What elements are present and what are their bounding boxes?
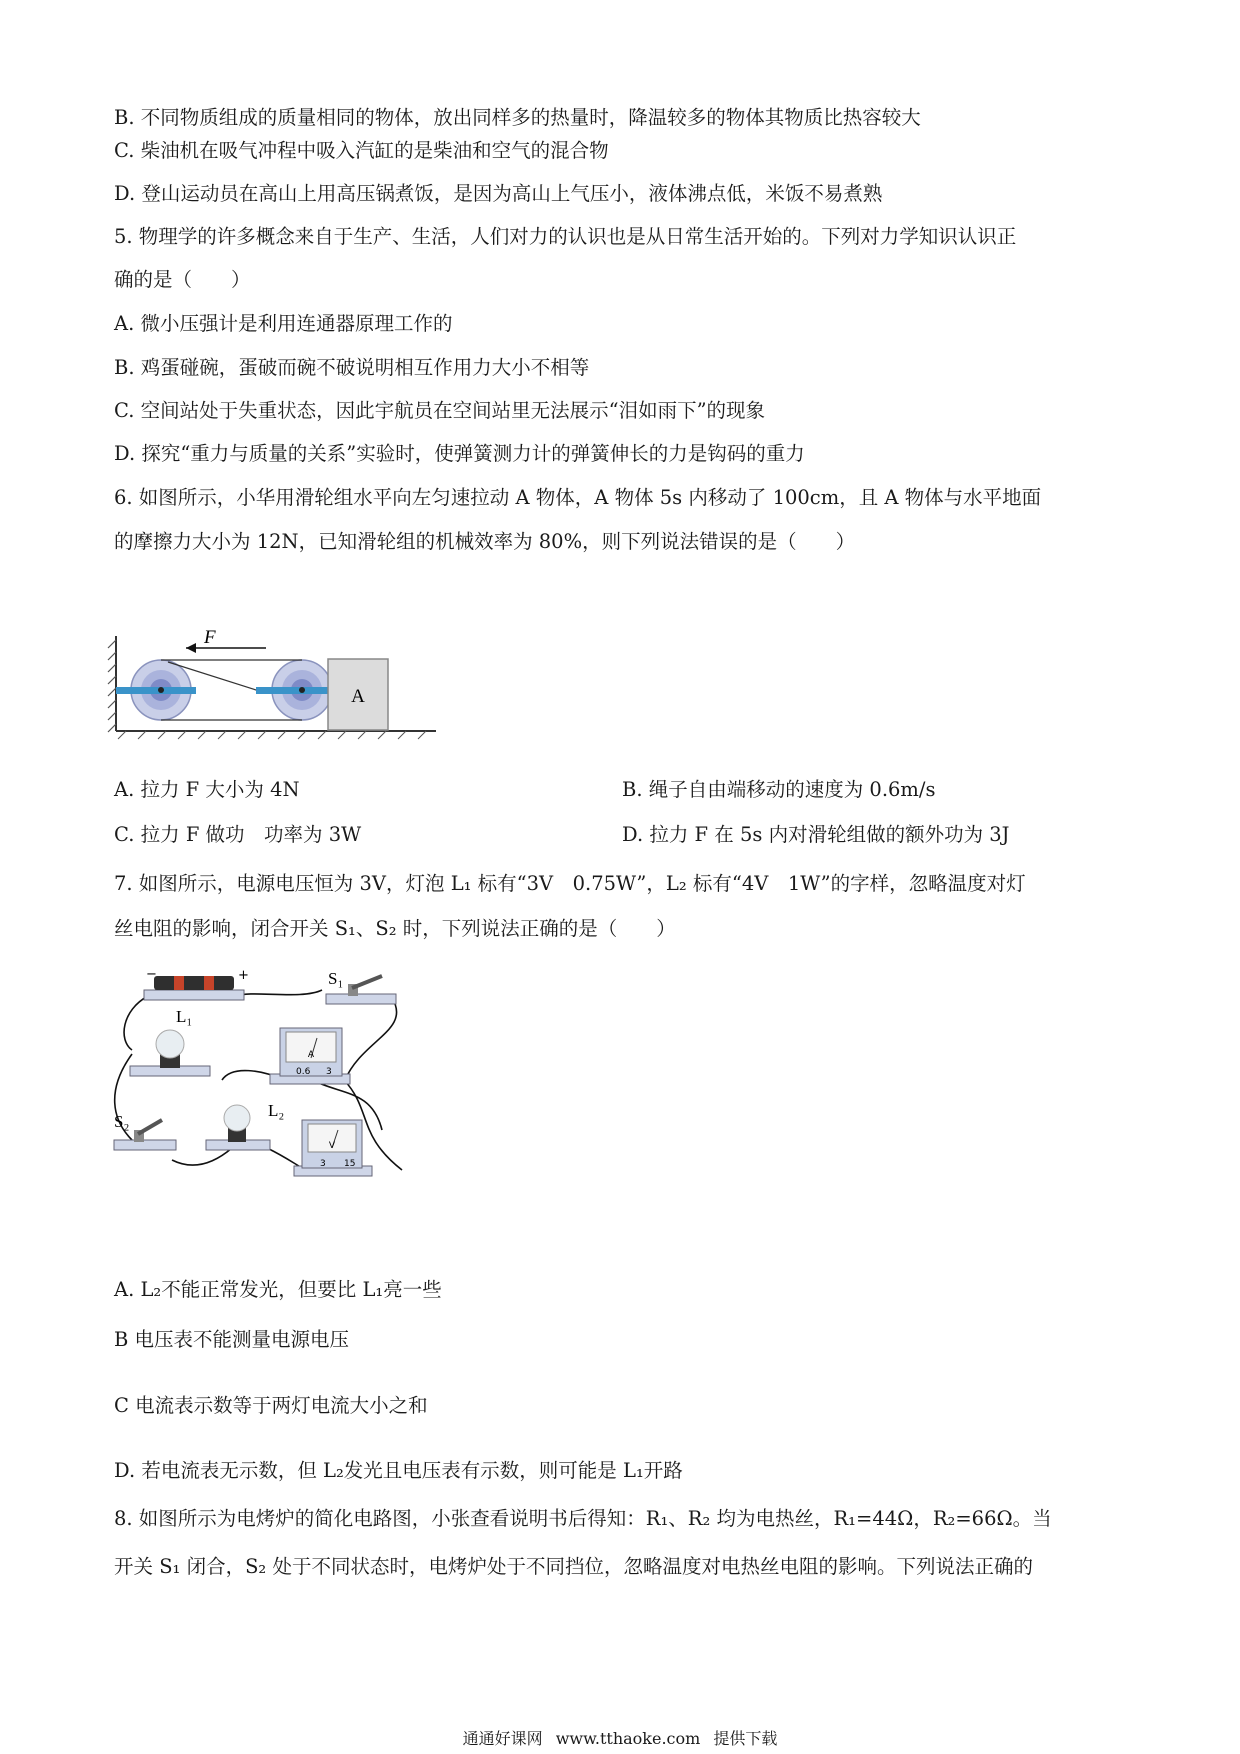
q5-option-b: B. 鸡蛋碰碗，蛋破而碗不破说明相互作用力大小不相等	[114, 356, 590, 379]
ammeter-terminal-3: 3	[326, 1067, 332, 1077]
voltmeter	[294, 1120, 372, 1176]
ammeter	[270, 1028, 350, 1084]
s2-label: S₂	[114, 1112, 130, 1131]
q5-stem-line2: 确的是（ ）	[114, 268, 251, 291]
q8-stem-line1: 8. 如图所示为电烤炉的简化电路图，小张查看说明书后得知：R₁、R₂ 均为电热丝，R₁=44Ω，R₂=66Ω。当	[114, 1507, 1052, 1530]
q7-option-c: C 电流表示数等于两灯电流大小之和	[114, 1394, 428, 1417]
block-label: A	[351, 686, 365, 707]
footer-site-name: 通通好课网	[462, 1729, 543, 1748]
ammeter-symbol: A	[307, 1050, 315, 1060]
q6-stem-line2: 的摩擦力大小为 12N，已知滑轮组的机械效率为 80%，则下列说法错误的是（ ）	[114, 530, 856, 553]
force-label: F	[204, 627, 216, 648]
switch-s1	[326, 970, 396, 1004]
lamp-l1	[130, 1007, 210, 1076]
footer-url[interactable]: www.tthaoke.com	[555, 1729, 701, 1748]
q6-stem-line1: 6. 如图所示，小华用滑轮组水平向左匀速拉动 A 物体，A 物体 5s 内移动了 100cm，且 A 物体与水平地面	[114, 486, 1042, 509]
q6-option-a: A. 拉力 F 大小为 4N	[114, 778, 300, 801]
pulley-system-figure	[106, 626, 446, 741]
q5-option-d: D. 探究“重力与质量的关系”实验时，使弹簧测力计的弹簧伸长的力是钩码的重力	[114, 442, 805, 465]
q7-option-a: A. L₂不能正常发光，但要比 L₁亮一些	[114, 1278, 442, 1301]
voltmeter-symbol: V	[328, 1141, 336, 1151]
lamp-l2	[206, 1101, 284, 1150]
ammeter-terminal-06: 0.6	[296, 1067, 311, 1077]
q7-stem-line2: 丝电阻的影响，闭合开关 S₁、S₂ 时，下列说法正确的是（ ）	[114, 917, 676, 940]
switch-s2	[114, 1112, 176, 1150]
q4-option-d: D. 登山运动员在高山上用高压锅煮饭，是因为高山上气压小，液体沸点低，米饭不易煮熟	[114, 182, 883, 205]
q5-stem-line1: 5. 物理学的许多概念来自于生产、生活，人们对力的认识也是从日常生活开始的。下列对力学知识认识正	[114, 225, 1017, 248]
q6-option-c: C. 拉力 F 做功 功率为 3W	[114, 823, 362, 846]
q7-option-d: D. 若电流表无示数，但 L₂发光且电压表有示数，则可能是 L₁开路	[114, 1459, 683, 1482]
page-footer	[0, 1728, 1240, 1750]
voltmeter-terminal-3: 3	[320, 1159, 326, 1169]
fixed-pulley	[116, 660, 196, 720]
l1-label: L₁	[176, 1007, 193, 1026]
voltmeter-terminal-15: 15	[344, 1159, 356, 1169]
ground-hatching	[118, 731, 426, 739]
l2-label: L₂	[268, 1101, 285, 1120]
q8-stem-line2: 开关 S₁ 闭合，S₂ 处于不同状态时，电烤炉处于不同挡位，忽略温度对电热丝电阻的影响。下列说法正确的	[114, 1555, 1033, 1578]
q5-option-a: A. 微小压强计是利用连通器原理工作的	[114, 312, 453, 335]
battery-minus-label: −	[146, 970, 157, 982]
q4-option-b: B. 不同物质组成的质量相同的物体，放出同样多的热量时，降温较多的物体其物质比热容较大	[114, 106, 921, 129]
wall-hatching	[108, 640, 116, 732]
circuit-figure	[112, 970, 432, 1210]
battery-holder	[144, 970, 249, 1000]
q7-option-b: B 电压表不能测量电源电压	[114, 1328, 350, 1351]
q5-option-c: C. 空间站处于失重状态，因此宇航员在空间站里无法展示“泪如雨下”的现象	[114, 399, 766, 422]
footer-suffix: 提供下载	[713, 1729, 778, 1748]
battery-plus-label: +	[238, 970, 249, 983]
q4-option-c: C. 柴油机在吸气冲程中吸入汽缸的是柴油和空气的混合物	[114, 139, 609, 162]
force-arrowhead	[186, 643, 196, 653]
q6-option-d: D. 拉力 F 在 5s 内对滑轮组做的额外功为 3J	[622, 823, 1010, 846]
q7-stem-line1: 7. 如图所示，电源电压恒为 3V，灯泡 L₁ 标有“3V 0.75W”，L₂ 标有“4V 1W”的字样，忽略温度对灯	[114, 872, 1026, 895]
q6-option-b: B. 绳子自由端移动的速度为 0.6m/s	[622, 778, 936, 801]
s1-label: S₁	[328, 970, 344, 988]
